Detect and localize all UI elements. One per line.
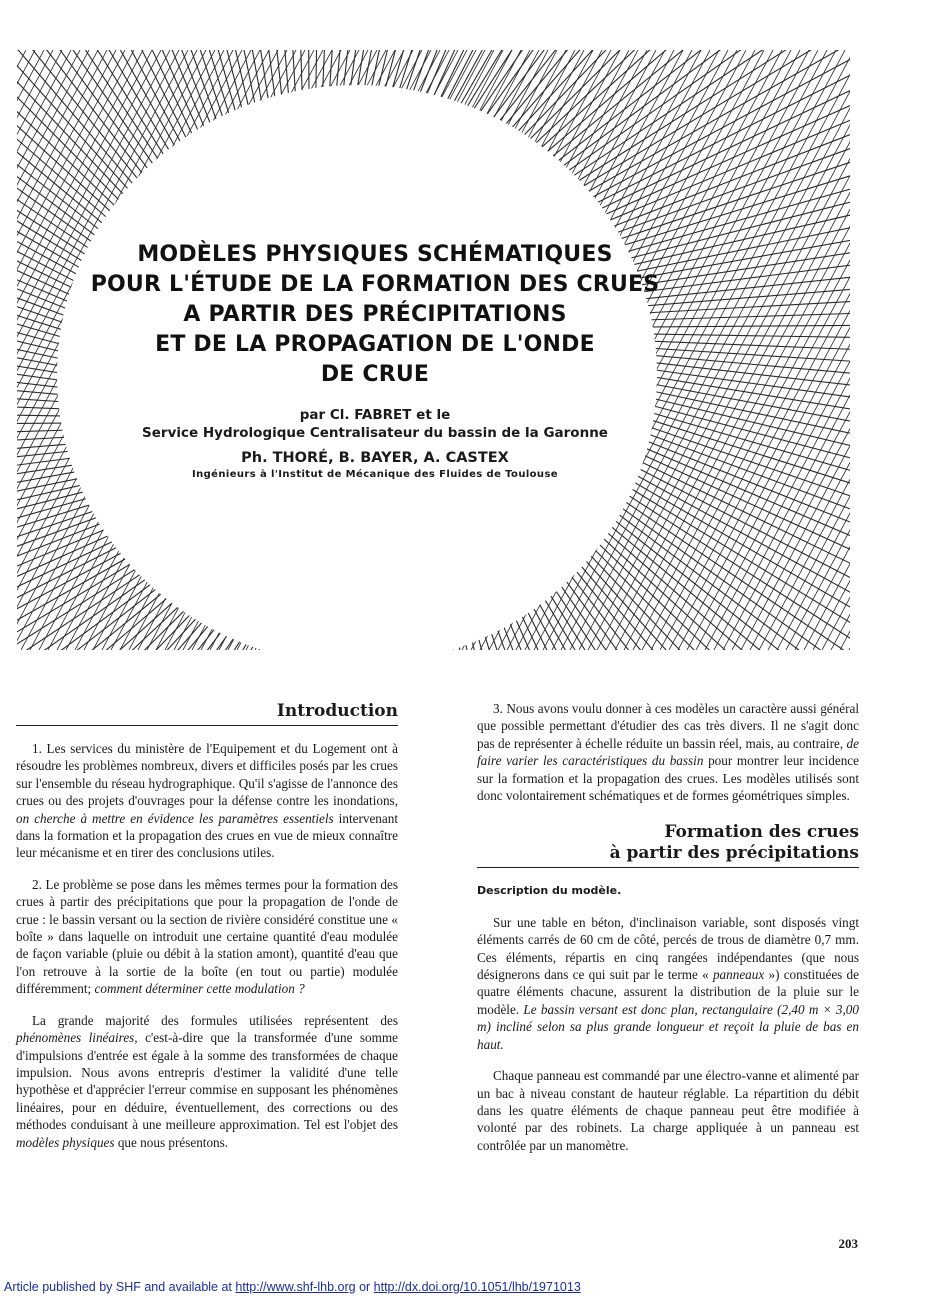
left-column [16, 700, 398, 1165]
section-heading-formation [477, 822, 859, 868]
paragraph-1: 1. Les services du ministère de l'Equipement et du Logement ont à résoudre les problèmes nombreux, divers et difficiles posés par les crues sur l'ensemble du réseau hydrographique. Qu'il s'agisse de l'annonce des crues ou des projets d'ouvrages pour la défense contre les inondations, on cherche à mettre en évidence les paramètres essentiels intervenant dans la formation et la propagation des crues en vue de mieux connaître leur mécanisme et en tirer des conclusions utiles. [16, 741, 399, 861]
byline-line-1: par Cl. FABRET et le [299, 407, 451, 423]
title-line-1: MODÈLES PHYSIQUES SCHÉMATIQUES [137, 242, 613, 267]
footer-citation [4, 1280, 581, 1294]
title-line-4: ET DE LA PROPAGATION DE L'ONDE [155, 332, 595, 357]
byline-line-2: Service Hydrologique Centralisateur du bassin de la Garonne [142, 425, 608, 441]
footer-middle: or [355, 1280, 374, 1294]
paragraph-6: Chaque panneau est commandé par une électro-vanne et alimenté par un bac à niveau constant de hauteur réglable. La répartition du débit dans les quatre éléments de chaque panneau peut être modifiée à volonté par des robinets. La charge appliquée à un panneau est contrôlée par un manomètre. [477, 1068, 859, 1153]
authors: Ph. THORÉ, B. BAYER, A. CASTEX [241, 450, 509, 466]
right-column [477, 700, 859, 1168]
shf-link[interactable]: http://www.shf-lhb.org [235, 1280, 356, 1294]
paragraph-4: 3. Nous avons voulu donner à ces modèles un caractère aussi général que possible permettant d'étudier des cas très divers. Il ne s'agit donc pas de représenter à échelle réduite un bassin réel, mais, au contraire, de faire varier les caractéristiques du bassin pour montrer leur incidence sur la formation et la propagation des crues. Les modèles utilisés sont donc volontairement schématiques et de formes géométriques simples. [477, 701, 859, 804]
article-header [90, 240, 660, 482]
section-heading-line-2: à partir des précipitations [609, 843, 859, 864]
byline [90, 406, 660, 442]
title-line-5: DE CRUE [320, 362, 430, 387]
page-number: 203 [838, 1236, 858, 1251]
doi-link[interactable]: http://dx.doi.org/10.1051/lhb/1971013 [373, 1280, 581, 1294]
title-line-3: A PARTIR DES PRÉCIPITATIONS [183, 302, 567, 327]
footer-prefix: Article published by SHF and available at [4, 1280, 236, 1294]
subheading-description: Description du modèle. [477, 884, 622, 898]
section-heading-line-1: Formation des crues [664, 822, 859, 843]
affiliation: Ingénieurs à l'Institut de Mécanique des Fluides de Toulouse [191, 469, 558, 480]
paragraph-3: La grande majorité des formules utilisées représentent des phénomènes linéaires, c'est-à-dire que la transformée d'une somme d'impulsions d'entrée est égale à la somme des transformées de chaque impulsion. Nous avons entrepris d'estimer la validité d'une telle hypothèse et d'apprécier l'erreur commise en supposant les phénomènes linéaires, pour en déduire, éventuellement, des corrections ou des méthodes conduisant à une meilleure approximation. Tel est l'objet des modèles physiques que nous présentons. [16, 1012, 398, 1150]
paragraph-2: 2. Le problème se pose dans les mêmes termes pour la formation des crues à partir des précipitations que pour la propagation de l'onde de crue : le bassin versant ou la section de rivière considéré constitue une « boîte » dans laquelle on introduit une certaine quantité d'eau modulée de façon variable (pluie ou débit à la station amont), quantité d'eau que l'on retrouve à la sortie de la boîte (en tout ou partie) modulée différemment; comment déterminer cette modulation ? [16, 876, 398, 997]
title-line-2: POUR L'ÉTUDE DE LA FORMATION DES CRUES [90, 272, 660, 297]
paragraph-5: Sur une table en béton, d'inclinaison variable, sont disposés vingt éléments carrés de 60 cm de côté, percés de trous de diamètre 0,7 mm. Ces éléments, répartis en cinq rangées indépendantes (que nous désignerons dans ce qui suit par le terme « panneaux ») constituées de quatre éléments chacune, assurent la distribution de la pluie sur le modèle. Le bassin versant est donc plan, rectangulaire (2,40 m × 3,00 m) incliné selon sa plus grande longueur et reçoit la pluie de bas en haut. [477, 914, 859, 1052]
section-heading-introduction: Introduction [16, 700, 398, 726]
